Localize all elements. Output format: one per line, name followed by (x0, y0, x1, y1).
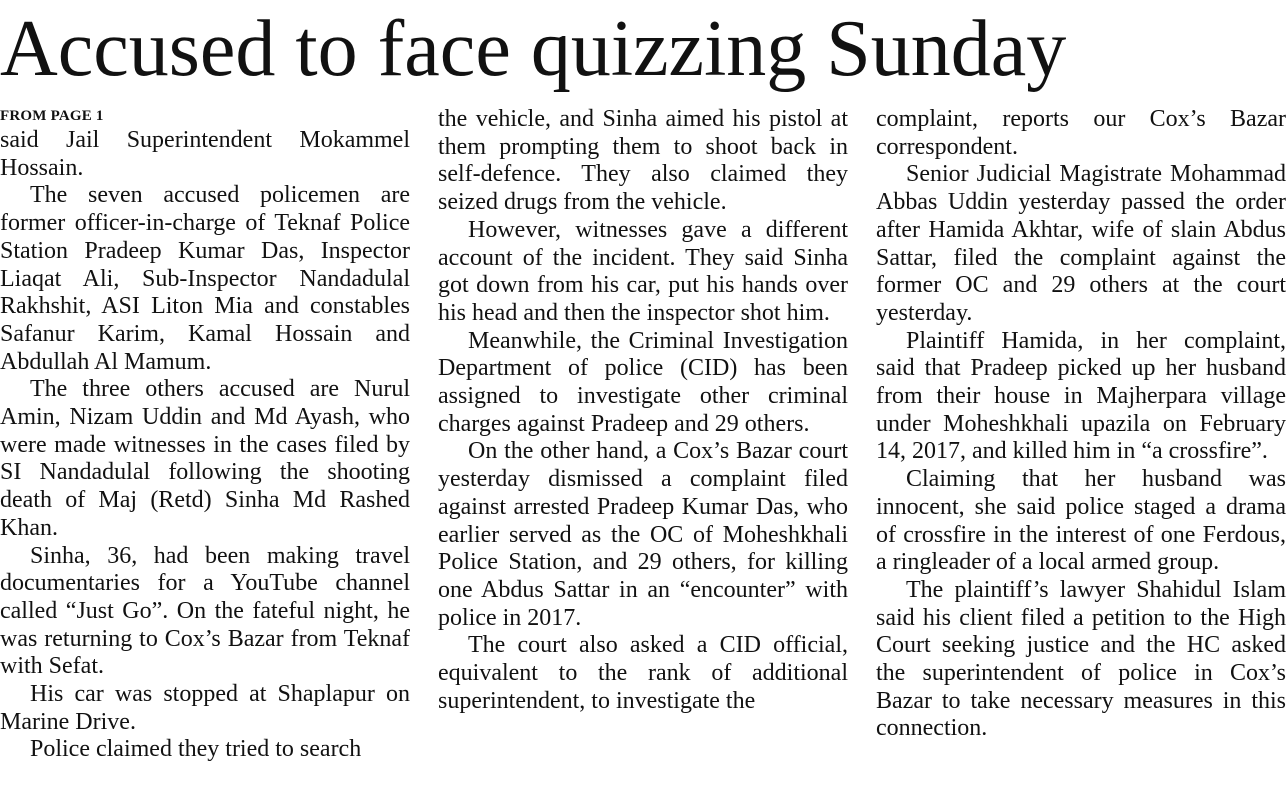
paragraph: complaint, reports our Cox’s Bazar correspondent. (876, 106, 1286, 160)
paragraph: The court also asked a CID official, equivalent to the rank of additional superintendent, to investigate the (438, 632, 848, 714)
article-body (0, 106, 1286, 803)
headline: Accused to face quizzing Sunday (0, 5, 1067, 93)
paragraph: the vehicle, and Sinha aimed his pistol at them prompting them to shoot back in self-defence. They also claimed they seized drugs from the vehicle. (438, 106, 848, 216)
paragraph: Senior Judicial Magistrate Mohammad Abbas Uddin yesterday passed the order after Hamida Akhtar, wife of slain Abdus Sattar, filed the complaint against the former OC and 29 others at the court yesterday. (876, 161, 1286, 326)
paragraph: The three others accused are Nurul Amin, Nizam Uddin and Md Ayash, who were made witnesses in the cases filed by SI Nandadulal following the shooting death of Maj (Retd) Sinha Md Rashed Khan. (0, 376, 410, 541)
continuation-kicker: FROM PAGE 1 (0, 108, 104, 124)
paragraph: His car was stopped at Shaplapur on Marine Drive. (0, 681, 410, 735)
column-1 (0, 106, 410, 803)
paragraph: Claiming that her husband was innocent, she said police staged a drama of crossfire in the interest of one Ferdous, a ringleader of a local armed group. (876, 466, 1286, 576)
paragraph: The seven accused policemen are former officer-in-charge of Teknaf Police Station Pradeep Kumar Das, Inspector Liaqat Ali, Sub-Inspector Nandadulal Rakhshit, ASI Liton Mia and constables Safanur Karim, Kamal Hossain and Abdullah Al Mamum. (0, 182, 410, 375)
paragraph: On the other hand, a Cox’s Bazar court yesterday dismissed a complaint filed against arrested Pradeep Kumar Das, who earlier served as the OC of Moheshkhali Police Station, and 29 others, for killing one Abdus Sattar in an “encounter” with police in 2017. (438, 438, 848, 631)
column-3 (876, 106, 1286, 803)
paragraph: Police claimed they tried to search (30, 736, 362, 763)
column-2 (438, 106, 848, 803)
paragraph: said Jail Superintendent Mokammel Hossain. (0, 127, 410, 181)
paragraph: Plaintiff Hamida, in her complaint, said that Pradeep picked up her husband from their house in Majherpara village under Moheshkhali upazila on February 14, 2017, and killed him in “a crossfire”. (876, 327, 1286, 465)
paragraph: Meanwhile, the Criminal Investigation Department of police (CID) has been assigned to investigate other criminal charges against Pradeep and 29 others. (438, 327, 848, 437)
paragraph: The plaintiff’s lawyer Shahidul Islam said his client filed a petition to the High Court seeking justice and the HC asked the superintendent of police in Cox’s Bazar to take necessary measures in this connection. (876, 576, 1286, 742)
paragraph: Sinha, 36, had been making travel documentaries for a YouTube channel called “Just Go”. On the fateful night, he was returning to Cox’s Bazar from Teknaf with Sefat. (0, 542, 410, 680)
paragraph: However, witnesses gave a different account of the incident. They said Sinha got down from his car, put his hands over his head and then the inspector shot him. (438, 216, 848, 326)
